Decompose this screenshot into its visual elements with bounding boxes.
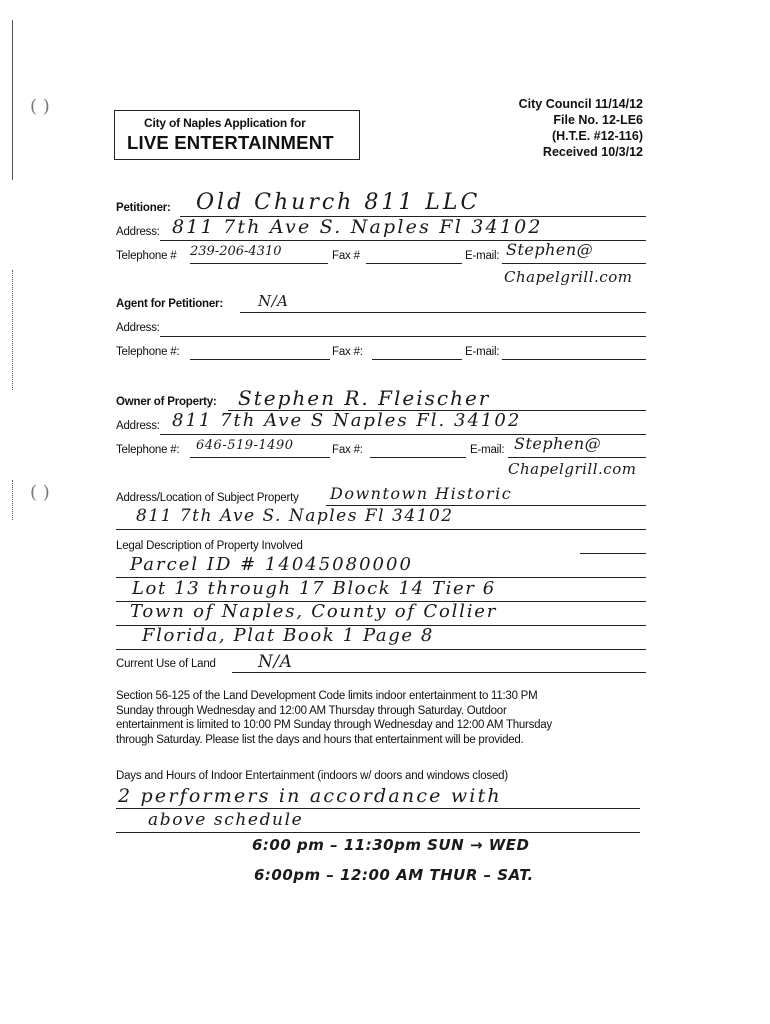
- location-value-line2[interactable]: 811 7th Ave S. Naples Fl 34102: [136, 506, 454, 526]
- owner-phone-label: Telephone #:: [116, 444, 180, 456]
- current-use-value[interactable]: N/A: [258, 652, 293, 672]
- owner-email-line2[interactable]: Chapelgrill.com: [508, 460, 637, 478]
- days-hours-value1[interactable]: 2 performers in accordance with: [118, 785, 502, 807]
- owner-email-line: [508, 457, 646, 458]
- agent-fax-label: Fax #:: [332, 346, 363, 358]
- location-value-line1[interactable]: Downtown Historic: [330, 484, 513, 503]
- header-right-block: [519, 96, 643, 160]
- petitioner-fax-line: [366, 263, 462, 264]
- petitioner-email-line: [502, 263, 646, 264]
- owner-fax-label: Fax #:: [332, 444, 363, 456]
- section-line-3: entertainment is limited to 10:00 PM Sunday through Wednesday and 12:00 AM Thursday: [116, 719, 552, 731]
- legal-line-4: [116, 649, 646, 650]
- punch-hole-mark-bottom: ( ): [30, 482, 50, 503]
- days-hours-value3[interactable]: 6:00 pm – 11:30pm SUN → WED: [252, 836, 530, 854]
- petitioner-email-line1[interactable]: Stephen@: [506, 240, 594, 259]
- council-date: City Council 11/14/12: [518, 97, 643, 111]
- agent-address-line: [160, 336, 646, 337]
- legal-value-1[interactable]: Parcel ID # 14045080000: [130, 554, 413, 575]
- owner-email-line1[interactable]: Stephen@: [514, 434, 602, 453]
- agent-fax-line: [372, 359, 462, 360]
- days-hours-value2[interactable]: above schedule: [148, 810, 304, 830]
- owner-phone-line: [190, 457, 330, 458]
- agent-email-label: E-mail:: [465, 346, 500, 358]
- petitioner-fax-label: Fax #: [332, 250, 360, 262]
- current-use-line: [232, 672, 646, 673]
- agent-value[interactable]: N/A: [258, 292, 289, 310]
- petitioner-phone-value[interactable]: 239-206-4310: [190, 244, 282, 259]
- legal-label: Legal Description of Property Involved: [116, 540, 303, 552]
- hte-number: (H.T.E. #12-116): [551, 129, 643, 143]
- punch-hole-mark-top: ( ): [30, 96, 50, 117]
- days-hours-line1: [116, 808, 640, 809]
- section-line-1: Section 56-125 of the Land Development Code limits indoor entertainment to 11:30 PM: [116, 690, 538, 702]
- owner-phone-value[interactable]: 646-519-1490: [196, 438, 294, 453]
- petitioner-phone-label: Telephone #: [116, 250, 177, 262]
- agent-line: [240, 312, 646, 313]
- owner-address-label: Address:: [116, 420, 160, 432]
- owner-label: Owner of Property:: [116, 396, 217, 408]
- legal-label-line: [580, 553, 646, 554]
- agent-email-line: [502, 359, 646, 360]
- section-paragraph: [116, 689, 552, 747]
- agent-phone-label: Telephone #:: [116, 346, 180, 358]
- section-line-2: Sunday through Wednesday and 12:00 AM Thursday through Saturday. Outdoor: [116, 704, 507, 717]
- days-hours-label: Days and Hours of Indoor Entertainment (indoors w/ doors and windows closed): [116, 770, 508, 782]
- margin-rule-top: [12, 20, 13, 180]
- title-box-line1: City of Naples Application for: [144, 116, 306, 130]
- owner-value[interactable]: Stephen R. Fleischer: [238, 386, 491, 410]
- title-box-line2: LIVE ENTERTAINMENT: [127, 132, 334, 153]
- petitioner-phone-line: [190, 263, 328, 264]
- legal-value-2[interactable]: Lot 13 through 17 Block 14 Tier 6: [132, 578, 496, 599]
- agent-label: Agent for Petitioner:: [116, 298, 223, 310]
- owner-fax-line: [370, 457, 466, 458]
- petitioner-label: Petitioner:: [116, 202, 171, 214]
- petitioner-email-line2[interactable]: Chapelgrill.com: [504, 268, 633, 286]
- legal-value-4[interactable]: Florida, Plat Book 1 Page 8: [142, 625, 434, 646]
- owner-address-value[interactable]: 811 7th Ave S Naples Fl. 34102: [172, 410, 522, 431]
- petitioner-value[interactable]: Old Church 811 LLC: [196, 190, 481, 215]
- margin-rule-low: [12, 480, 13, 520]
- current-use-label: Current Use of Land: [116, 658, 216, 670]
- days-hours-value4[interactable]: 6:00pm – 12:00 AM THUR – SAT.: [254, 866, 534, 884]
- section-line-4: through Saturday. Please list the days and hours that entertainment will be provided.: [116, 733, 524, 746]
- owner-email-label: E-mail:: [470, 444, 505, 456]
- location-line2: [116, 529, 646, 530]
- days-hours-line2: [116, 832, 640, 833]
- agent-address-label: Address:: [116, 322, 160, 334]
- margin-rule-mid: [12, 270, 13, 390]
- legal-value-3[interactable]: Town of Naples, County of Collier: [130, 601, 498, 622]
- petitioner-email-label: E-mail:: [465, 250, 500, 262]
- received-date: Received 10/3/12: [542, 145, 643, 159]
- agent-phone-line: [190, 359, 330, 360]
- location-label: Address/Location of Subject Property: [116, 492, 299, 504]
- petitioner-address-label: Address:: [116, 226, 160, 238]
- petitioner-address-value[interactable]: 811 7th Ave S. Naples Fl 34102: [172, 216, 543, 238]
- file-number: File No. 12-LE6: [553, 113, 643, 127]
